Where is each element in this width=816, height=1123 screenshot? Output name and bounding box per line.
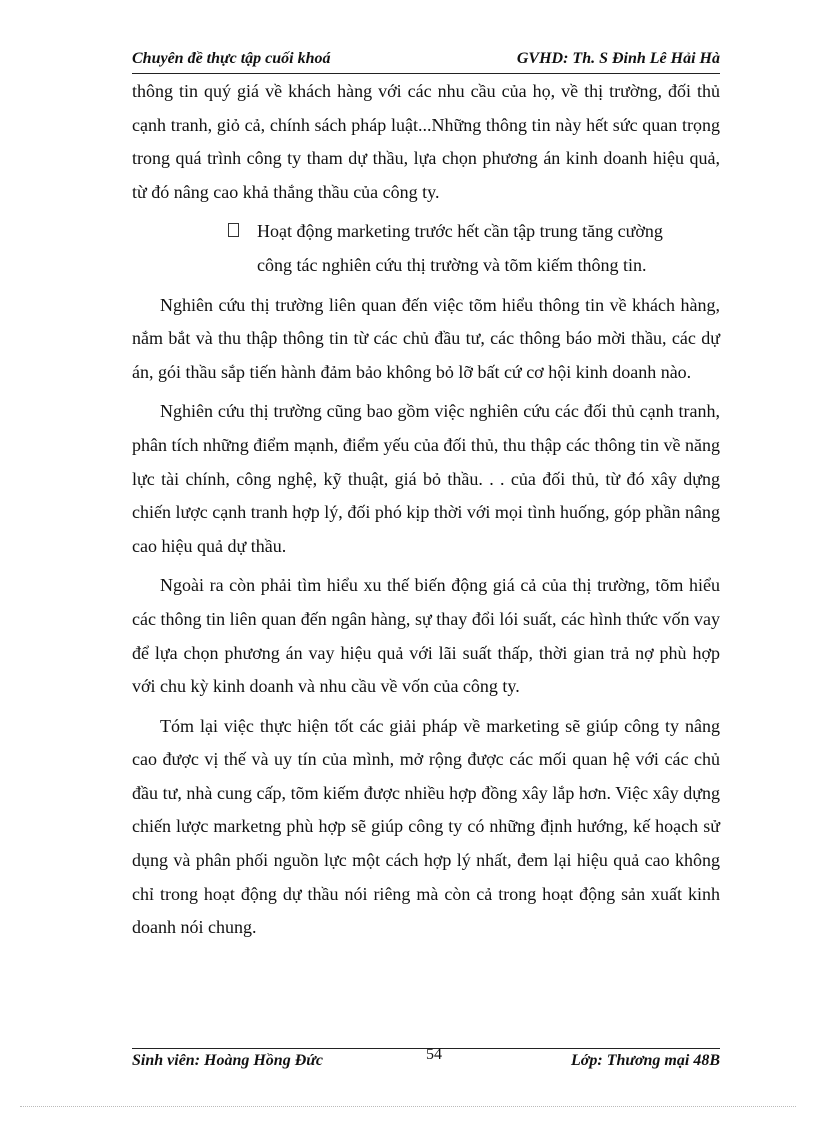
document-body — [132, 75, 720, 945]
paragraph-price-trends: Ngoài ra còn phải tìm hiểu xu thế biến động giá cả của thị trường, tõm hiểu các thông tin liên quan đến ngân hàng, sự thay đổi lói suất, các hình thức vốn vay để lựa chọn phương án vay hiệu quả với lãi suất thấp, thời gian trả nợ phù hợp với chu kỳ kinh doanh và nhu cầu về vốn của công ty. — [132, 575, 720, 697]
paragraph-competitor-research: Nghiên cứu thị trường cũng bao gồm việc nghiên cứu các đối thủ cạnh tranh, phân tích những điểm mạnh, điểm yếu của đối thủ, thu thập các thông tin về năng lực tài chính, công nghệ, kỹ thuật, giá bỏ thầu. . . của đối thủ, từ đó xây dựng chiến lược cạnh tranh hợp lý, đối phó kịp thời với mọi tình huống, góp phần nâng cao hiệu quả dự thầu. — [132, 401, 720, 556]
bullet-item — [228, 215, 720, 282]
header-divider — [132, 73, 720, 74]
header-course-title: Chuyên đề thực tập cuối khoá — [132, 50, 331, 67]
paragraph-conclusion: Tóm lại việc thực hiện tốt các giải pháp về marketing sẽ giúp công ty nâng cao được vị thế và uy tín của mình, mở rộng được các mối quan hệ với các chủ đầu tư, nhà cung cấp, tõm kiếm được nhiều hợp đồng xây lắp hơn. Việc xây dựng chiến lược marketng phù hợp sẽ giúp công ty có những định hướng, kế hoạch sử dụng và phân phối nguồn lực một cách hợp lý nhất, đem lại hiệu quả cao không chỉ trong hoạt động dự thầu nói riêng mà còn cả trong hoạt động sản xuất kinh doanh nói chung. — [132, 715, 720, 938]
bullet-text — [257, 215, 720, 282]
page-edge-divider — [20, 1106, 796, 1107]
header-supervisor: GVHD: Th. S Đinh Lê Hải Hà — [516, 50, 720, 67]
bullet-line-2: công tác nghiên cứu thị trường và tõm kiếm thông tin. — [257, 254, 647, 275]
page-number: 54 — [426, 1046, 442, 1063]
bullet-line-1: Hoạt động marketing trước hết cần tập trung tăng cường — [257, 221, 663, 242]
page-header — [132, 50, 720, 74]
paragraph-continuation: thông tin quý giá về khách hàng với các nhu cầu của họ, về thị trường, đối thủ cạnh tranh, giỏ cả, chính sách pháp luật...Những thông tin này hết sức quan trọng trong quá trình công ty tham dự thầu, lựa chọn phương án kinh doanh hiệu quả, từ đó nâng cao khả thắng thầu của công ty. — [132, 81, 720, 202]
page-footer — [132, 1046, 720, 1076]
footer-student-name: Sinh viên: Hoàng Hồng Đức — [132, 1052, 323, 1069]
paragraph-market-research: Nghiên cứu thị trường liên quan đến việc tõm hiểu thông tin về khách hàng, nắm bắt và thu thập thông tin từ các chủ đầu tư, các thông báo mời thầu, các dự án, gói thầu sắp tiến hành đảm bảo không bỏ lỡ bất cứ cơ hội kinh doanh nào. — [132, 294, 720, 382]
bullet-box-icon — [228, 223, 239, 237]
footer-class: Lớp: Thương mại 48B — [571, 1052, 720, 1069]
